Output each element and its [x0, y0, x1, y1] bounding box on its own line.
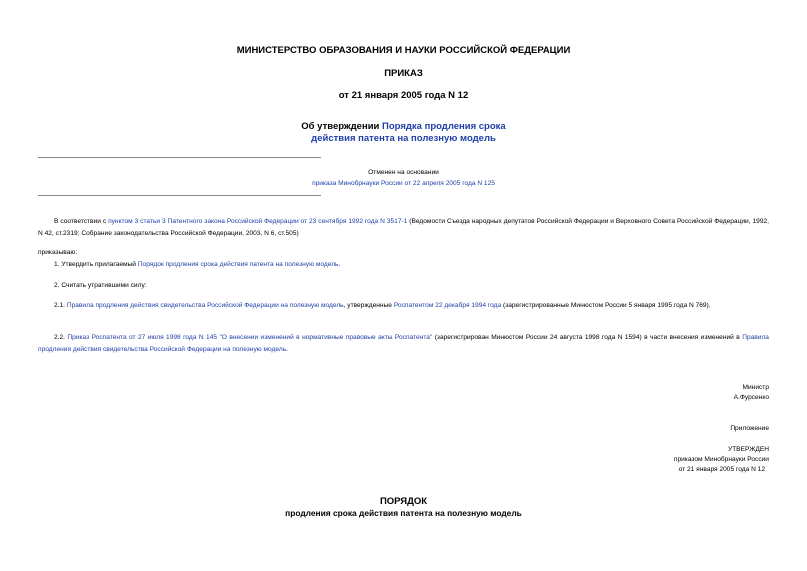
signature-name: А.Фурсенко — [733, 394, 769, 401]
ministry-heading: МИНИСТЕРСТВО ОБРАЗОВАНИЯ И НАУКИ РОССИЙСКОЙ ФЕДЕРАЦИИ — [236, 45, 571, 56]
signature-block — [734, 383, 769, 403]
order-item-2-1-rules-link[interactable]: Правила продления действия свидетельства Российской Федерации на полезную модель — [66, 302, 344, 309]
order-item-1 — [38, 259, 769, 271]
order-item-2-2-order-link[interactable]: Приказ Роспатента от 27 июля 1998 года N 145 "О внесении изменений в нормативные правовые акты Роспатента" — [67, 334, 433, 341]
approval-by: приказом Минобрнауки России — [673, 456, 769, 463]
procedure-title: ПОРЯДОК — [379, 496, 428, 507]
title-prefix: Об утверждении — [301, 121, 383, 132]
order-item-2: 2. Считать утратившими силу: — [54, 282, 147, 289]
order-item-1-text: 1. Утвердить прилагаемый — [54, 261, 138, 268]
doc-title — [0, 121, 807, 145]
approval-date: от 21 января 2005 года N 12 — [678, 466, 765, 473]
procedure-subtitle: продления срока действия патента на полезную модель — [285, 508, 522, 518]
signature-role: Министр — [742, 384, 769, 391]
order-item-2-2-rules-link[interactable]: Правила продления действия свидетельства Российской Федерации на полезную модель — [38, 334, 769, 353]
order-item-2-1-end: (зарегистрированные Минюстом России 5 января 1995 года N 769). — [501, 302, 711, 309]
cancel-note — [0, 168, 807, 189]
order-item-2-2-num: 2.2. — [54, 334, 68, 341]
approval-approved: УТВЕРЖДЕН — [727, 446, 769, 453]
preamble-paragraph — [38, 216, 769, 240]
doc-date-number: от 21 января 2005 года N 12 — [338, 90, 469, 101]
order-item-2-1-text: , утвержденные — [343, 302, 394, 309]
preamble-text-1: В соответствии с — [54, 218, 109, 225]
title-link-procedure-cont[interactable]: действия патента на полезную модель — [311, 133, 496, 144]
order-item-1-end: . — [338, 261, 341, 268]
orders-intro: приказываю: — [38, 249, 78, 256]
title-link-procedure[interactable]: Порядка продления срока — [382, 121, 506, 132]
divider-top — [38, 157, 321, 158]
order-item-2-2-end: . — [286, 346, 289, 353]
order-item-2-2 — [38, 332, 769, 356]
cancel-note-text: Отменен на основании — [368, 169, 439, 176]
order-item-2-1-num: 2.1. — [54, 302, 67, 309]
doc-type-heading: ПРИКАЗ — [384, 68, 423, 79]
order-item-1-link[interactable]: Порядок продления срока действия патента на полезную модель — [137, 261, 339, 268]
appendix-label: Приложение — [730, 425, 769, 432]
preamble-text-2: (Ведомости Съезда народных депутатов Российской Федерации и Верховного Совета Российской Федерации, 1992, N 42, ст.2319; Собрание законодательства Российской Федерации, 2003, N 6, ст.505) — [38, 218, 769, 237]
order-item-2-2-text: (зарегистрирован Минюстом России 24 августа 1998 года N 1594) в части внесения изменений в — [432, 334, 743, 341]
divider-bottom — [38, 195, 321, 196]
approval-block — [674, 445, 769, 475]
preamble-law-link[interactable]: пунктом 3 статьи 3 Патентного закона Российской Федерации от 23 сентября 1992 года N 3517-1 — [108, 218, 408, 225]
cancel-note-link[interactable]: приказа Минобрнауки России от 22 апреля 2005 года N 125 — [312, 179, 495, 187]
order-item-2-1-rospatent-link[interactable]: Роспатентом 22 декабря 1994 года — [393, 302, 502, 309]
order-item-2-1 — [38, 300, 769, 312]
